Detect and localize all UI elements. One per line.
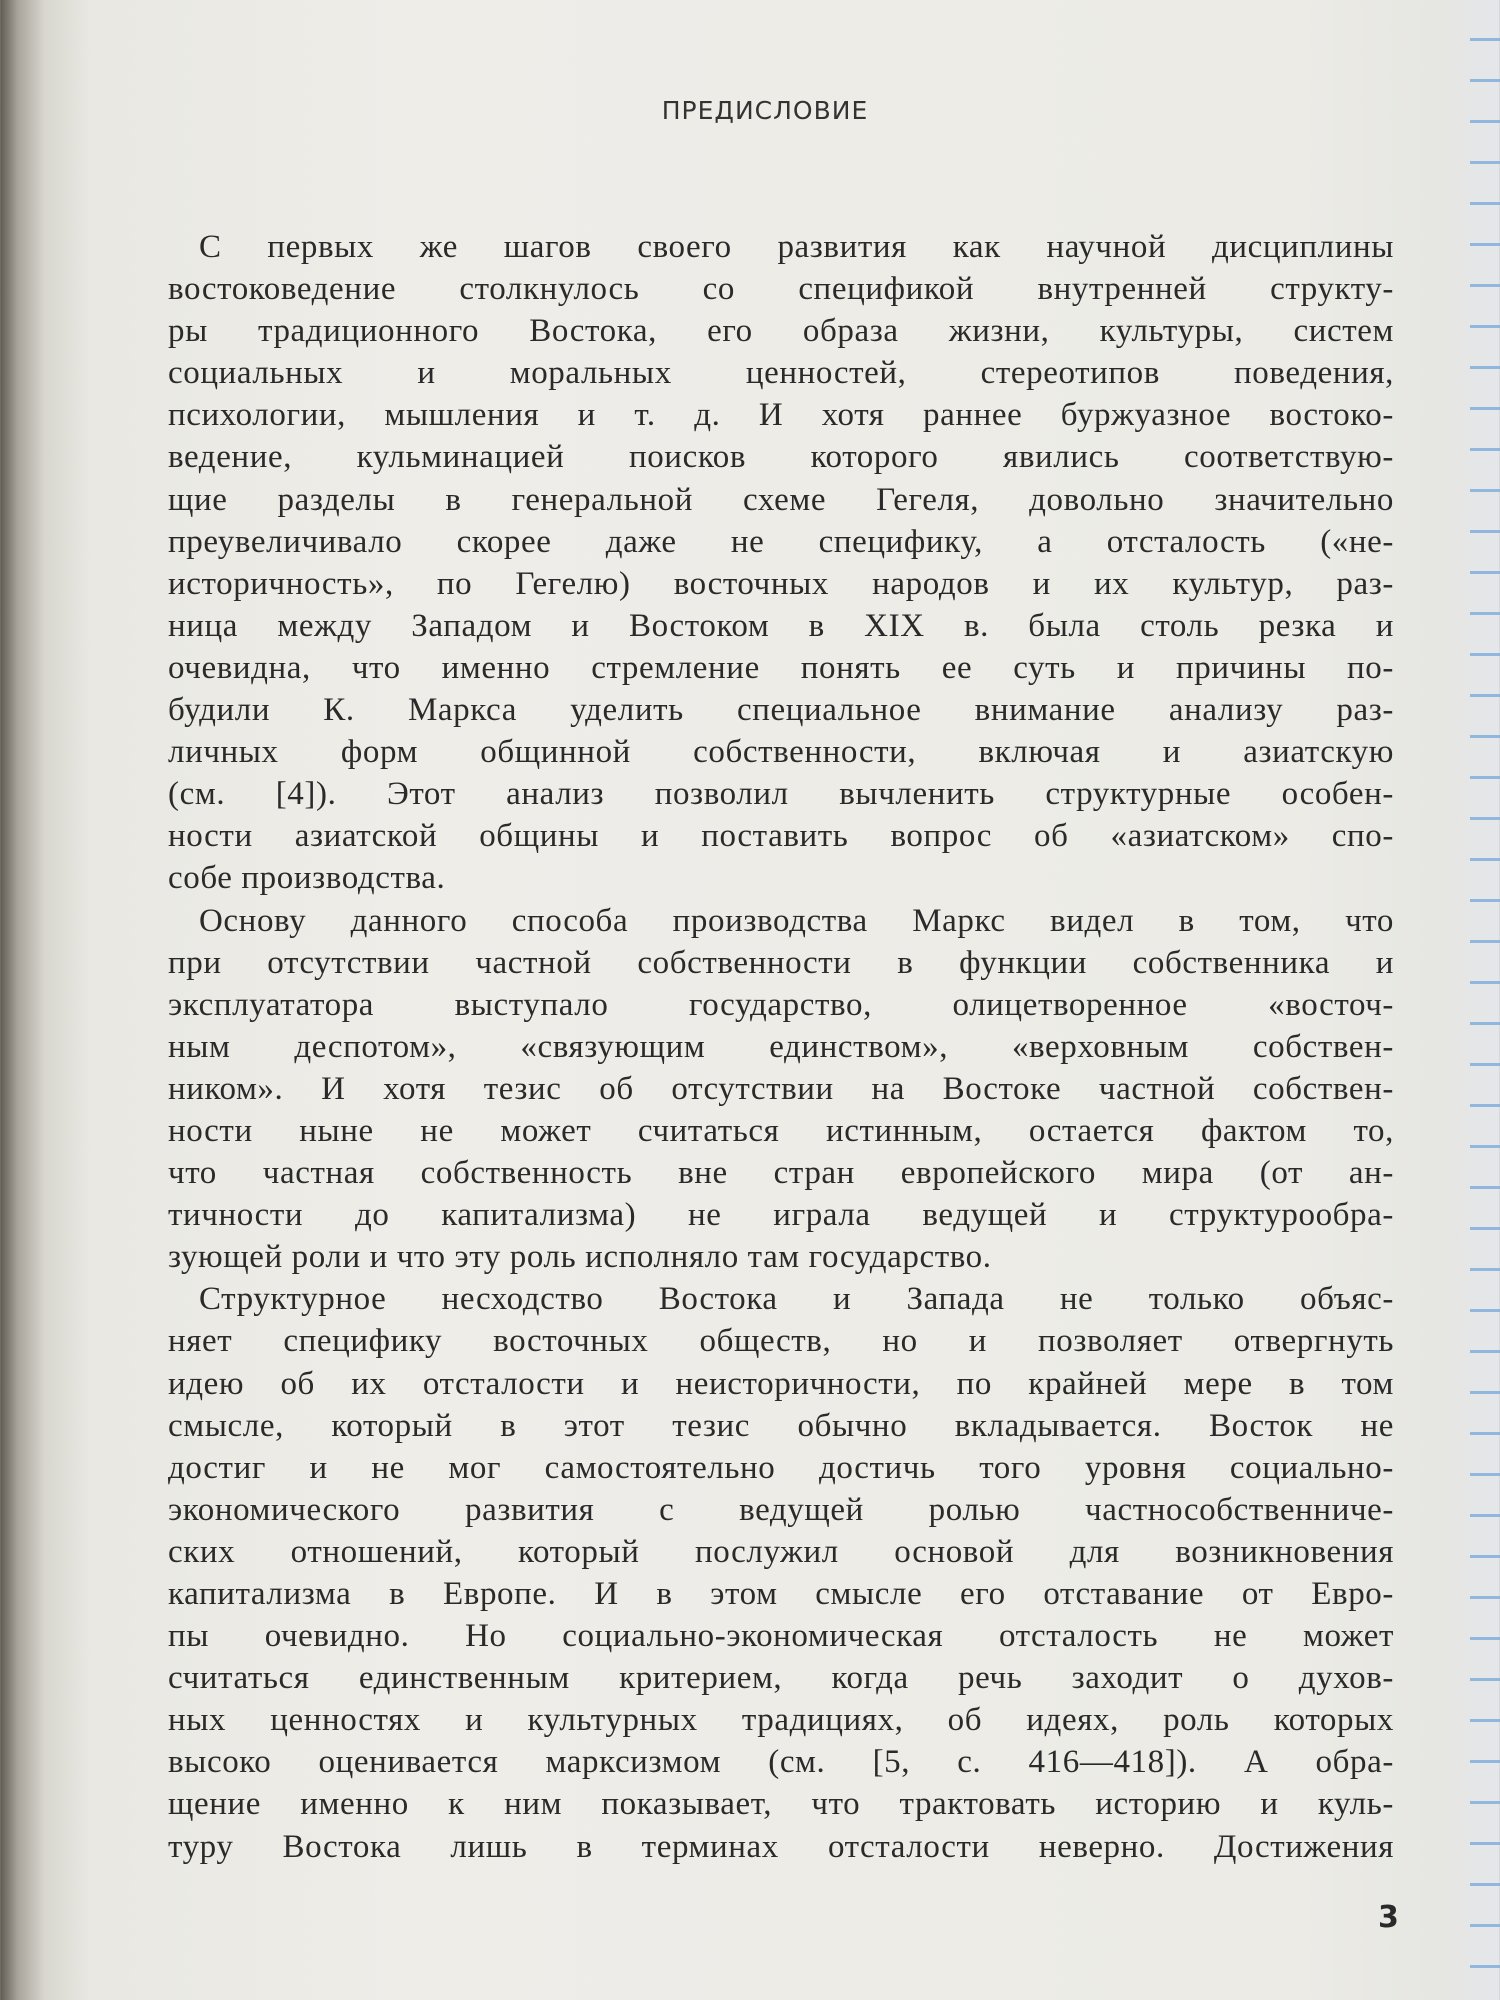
text-line: что частная собственность вне стран европейского мира (от ан-: [168, 1155, 1394, 1192]
text-line: психологии, мышления и т. д. И хотя раннее буржуазное востоко-: [168, 397, 1394, 434]
text-line: ских отношений, который послужил основой для возникновения: [168, 1533, 1394, 1570]
text-line: очевидна, что именно стремление понять ее суть и причины по-: [168, 649, 1394, 686]
body-text: [168, 226, 1394, 1868]
text-line: высоко оценивается марксизмом (см. [5, с. 416—418]). А обра-: [168, 1744, 1394, 1781]
text-line: смысле, который в этот тезис обычно вкладывается. Восток не: [168, 1407, 1394, 1444]
page-number: 3: [1378, 1900, 1399, 1935]
text-line: ником». И хотя тезис об отсутствии на Востоке частной собствен-: [168, 1070, 1394, 1107]
paragraph: [168, 900, 1394, 1279]
text-line: собе производства.: [168, 860, 446, 897]
text-line: щение именно к ним показывает, что трактовать историю и куль-: [168, 1786, 1394, 1823]
text-line: ры традиционного Востока, его образа жизни, культуры, систем: [168, 313, 1394, 350]
text-line: считаться единственным критерием, когда речь заходит о духов-: [168, 1660, 1394, 1697]
text-line: ным деспотом», «связующим единством», «верховным собствен-: [168, 1028, 1394, 1065]
text-line: историчность», по Гегелю) восточных народов и их культур, раз-: [168, 565, 1394, 602]
text-line: ных ценностях и культурных традициях, об идеях, роль которых: [168, 1702, 1394, 1739]
text-line: эксплуататора выступало государство, олицетворенное «восточ-: [168, 986, 1394, 1023]
text-line: достиг и не мог самостоятельно достичь того уровня социально-: [168, 1449, 1394, 1486]
text-line: востоковедение столкнулось со спецификой внутренней структу-: [168, 271, 1394, 308]
paragraph: [168, 226, 1394, 900]
text-line: няет специфику восточных обществ, но и позволяет отвергнуть: [168, 1323, 1394, 1360]
text-line: Структурное несходство Востока и Запада не только объяс-: [199, 1281, 1394, 1318]
text-line: пы очевидно. Но социально-экономическая отсталость не может: [168, 1618, 1394, 1655]
text-line: при отсутствии частной собственности в функции собственника и: [168, 944, 1394, 981]
text-line: туру Востока лишь в терминах отсталости неверно. Достижения: [168, 1828, 1394, 1865]
paragraph: [168, 1278, 1394, 1867]
text-line: преувеличивало скорее даже не специфику, а отсталость («не-: [168, 523, 1394, 560]
text-line: ности ныне не может считаться истинным, остается фактом то,: [168, 1112, 1394, 1149]
text-line: экономического развития с ведущей ролью частнособственниче-: [168, 1491, 1394, 1528]
text-line: ница между Западом и Востоком в XIX в. была столь резка и: [168, 607, 1394, 644]
text-line: идею об их отсталости и неисторичности, по крайней мере в том: [168, 1365, 1394, 1402]
text-line: личных форм общинной собственности, включая и азиатскую: [168, 734, 1394, 771]
text-line: ведение, кульминацией поисков которого явились соответствую-: [168, 439, 1394, 476]
text-line: социальных и моральных ценностей, стереотипов поведения,: [168, 355, 1394, 392]
text-line: щие разделы в генеральной схеме Гегеля, довольно значительно: [168, 481, 1394, 518]
text-line: ности азиатской общины и поставить вопрос об «азиатском» спо-: [168, 818, 1394, 855]
text-line: будили К. Маркса уделить специальное внимание анализу раз-: [168, 692, 1394, 729]
text-line: (см. [4]). Этот анализ позволил вычленить структурные особен-: [168, 776, 1394, 813]
page-title: ПРЕДИСЛОВИЕ: [661, 96, 869, 125]
text-line: тичности до капитализма) не играла ведущей и структурообра-: [168, 1197, 1394, 1234]
text-line: зующей роли и что эту роль исполняло там государство.: [168, 1239, 992, 1276]
text-line: Основу данного способа производства Маркс видел в том, что: [199, 902, 1394, 939]
text-line: С первых же шагов своего развития как научной дисциплины: [199, 229, 1394, 265]
text-line: капитализма в Европе. И в этом смысле его отставание от Евро-: [168, 1576, 1394, 1612]
notebook-edge: [1470, 0, 1500, 2000]
